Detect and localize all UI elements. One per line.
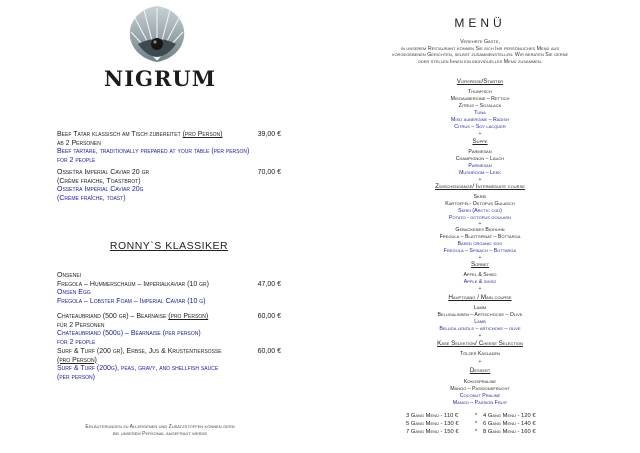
dish-line-en: Baked organic egg <box>457 241 503 247</box>
dish-line-en: Mango – Passion Fruit <box>452 400 508 406</box>
item-price: 60,00 € <box>257 348 281 355</box>
item-price: 47,00 € <box>257 281 281 288</box>
plus-separator: + <box>478 286 482 292</box>
dish-line-en: Parmesan <box>468 163 492 169</box>
dish-line-en: Beluga lentils – artichoke – olive <box>439 326 521 332</box>
dish-line-en: Apple & shiso <box>463 279 497 285</box>
item-name-en: Ossetra Imperial Caviar 20g <box>57 186 144 194</box>
item-note-de: Fregola – Hummerschaum – Imperialkaviar (10 gr) <box>57 280 209 288</box>
item-note-de: (Crème fraiche, Toastbrot) <box>57 177 141 185</box>
item-name-de: Chateaubriand (500 gr) – Bearnaise <box>57 313 167 320</box>
item-note-en: (Crème fraîche, toast) <box>57 194 126 202</box>
item-name-de: Ossetra Imperial Caviar 20 gr <box>57 169 150 176</box>
menu-item-chateaubriand <box>57 313 287 347</box>
course-price: 3 Gang Menü - 110 € <box>406 413 459 419</box>
dish-line-en: Fregola – Spinach – Bottarga <box>443 248 517 254</box>
item-name-en: Chateaubriand (500g) – Béarnaise (per person) <box>57 330 201 338</box>
item-note-en: (per person) <box>57 373 96 381</box>
pearl-shell-logo-icon <box>122 4 192 64</box>
dish-line: Thunfisch <box>468 89 492 95</box>
item-price: 70,00 € <box>257 169 281 176</box>
item-name-en: Onsen Egg <box>57 289 91 297</box>
item-note-en: Fregola – Lobster Foam – Imperial Caviar (10 g) <box>57 297 206 305</box>
course-price: 4 Gang Menü - 120 € <box>483 413 536 419</box>
dish-line-en: Miso aubergine – Radish <box>451 117 509 123</box>
menu-item-surf-turf <box>57 348 287 382</box>
section-sorbet-title: Sorbet <box>470 261 490 268</box>
dish-line-en: Lamb <box>474 319 486 325</box>
dish-line: Apfel & Shiso <box>463 272 497 278</box>
item-price: 39,00 € <box>257 131 281 138</box>
item-note-en: for 2 people <box>57 156 96 164</box>
dish-line: Skrei <box>473 194 487 200</box>
plus-separator: + <box>478 255 482 261</box>
dish-line: Lamm <box>473 305 487 311</box>
plus-separator: + <box>478 333 482 339</box>
plus-separator: + <box>478 221 482 227</box>
item-note-de: für 2 Personen <box>57 321 105 329</box>
course-star: * <box>475 429 478 435</box>
item-tag: (pro Person) <box>168 313 209 320</box>
dish-line-en: Tuna <box>474 110 486 116</box>
page-title: MENÜ <box>454 16 506 30</box>
dish-line: Zitrus – Sojalack <box>458 103 502 109</box>
course-price: 6 Gang Menü - 140 € <box>483 421 536 427</box>
section-main-title: Hauptgang / Main course <box>448 294 512 301</box>
item-name-en: Beef tartare, traditionally prepared at your table (per person) <box>57 148 250 156</box>
right-page <box>320 0 640 453</box>
dish-line: Gebackenes Biohuhn <box>455 227 505 233</box>
section-starter-title: Vorspeise/Starter <box>456 78 504 85</box>
dish-line: Belugalinsen – Artischocke – Olive <box>437 312 523 318</box>
plus-separator: + <box>478 131 482 137</box>
section-dessert-title: Dessert <box>469 367 491 374</box>
section-soup-title: Suppe <box>472 138 488 145</box>
allergen-footnote: Erläuterungen zu Allergenen und Zusatzstoffen können gern bei unserem Personal angefragt werde <box>85 424 235 437</box>
dish-line-en: Mushroom – Leek <box>459 170 501 176</box>
dish-line-en: Citrus – Soy lacquer <box>454 124 506 130</box>
dish-line: Mango – Passionsfrucht <box>450 386 510 392</box>
item-name-de: Onsenei <box>57 272 82 279</box>
item-note-de: ab 2 Personen <box>57 139 101 147</box>
plus-separator: + <box>478 359 482 365</box>
course-price: 8 Gang Menü - 160 € <box>483 429 536 435</box>
course-star: * <box>475 413 478 419</box>
intro-text: Verehrte Gäste, in unserem Restaurant können Sie sich Ihr persönliches Menü aus vorgegebenen Gerichten, selbst zusammenstellen. Wir beraten Sie gerne oder stellen Ihnen ein individuelles Menü zusammen. <box>391 39 569 65</box>
dish-line: Kokospraline <box>463 379 497 385</box>
dish-line: Parmesan <box>468 149 492 155</box>
dish-line-en: Coconut Praline <box>459 393 501 399</box>
menu-item-beef-tatar <box>57 131 287 165</box>
plus-separator: + <box>478 177 482 183</box>
section-cheese-title: Käse Selektion/ Cheese Selection <box>437 340 523 347</box>
course-star: * <box>475 421 478 427</box>
menu-item-onsenei <box>57 272 287 306</box>
course-price: 7 Gang Menü - 150 € <box>406 429 459 435</box>
item-note-en: for 2 people <box>57 338 96 346</box>
dish-line-en: Skrei (Arctic cod) <box>458 208 502 214</box>
dish-line: Tölzer Kasladen <box>459 351 501 357</box>
dish-line: Champignon – Lauch <box>455 156 505 162</box>
dish-line: Kartoffel- Oktopus Gulasch <box>445 201 515 207</box>
item-price: 60,00 € <box>257 313 281 320</box>
dish-line-en: Potato - octopus goulash <box>449 215 511 221</box>
item-tag: (pro Person) <box>182 131 223 138</box>
brand-name: NIGRUM <box>104 66 216 91</box>
section-title-klassiker: RONNY`S KLASSIKER <box>109 240 229 252</box>
dish-line: Misoaubergine – Rettich <box>450 96 510 102</box>
menu-item-caviar <box>57 169 287 203</box>
item-name-en: Surf & Turf (200g), peas, gravy, and shellfish sauce <box>57 365 219 373</box>
dish-line: Fregula – Blattspinat – Bottarga <box>439 234 521 240</box>
item-name-de: Surf & Turf (200 gr), Erbse, Jus & Krustentiersosse <box>57 348 222 355</box>
item-name-de: Beef Tatar klassisch am Tisch zubereitet <box>57 131 181 138</box>
section-intermediate-title: Zwischengänge/ Intermediate course <box>435 183 525 190</box>
item-tag: (pro Person) <box>57 356 97 364</box>
course-price: 5 Gang Menü - 130 € <box>406 421 459 427</box>
